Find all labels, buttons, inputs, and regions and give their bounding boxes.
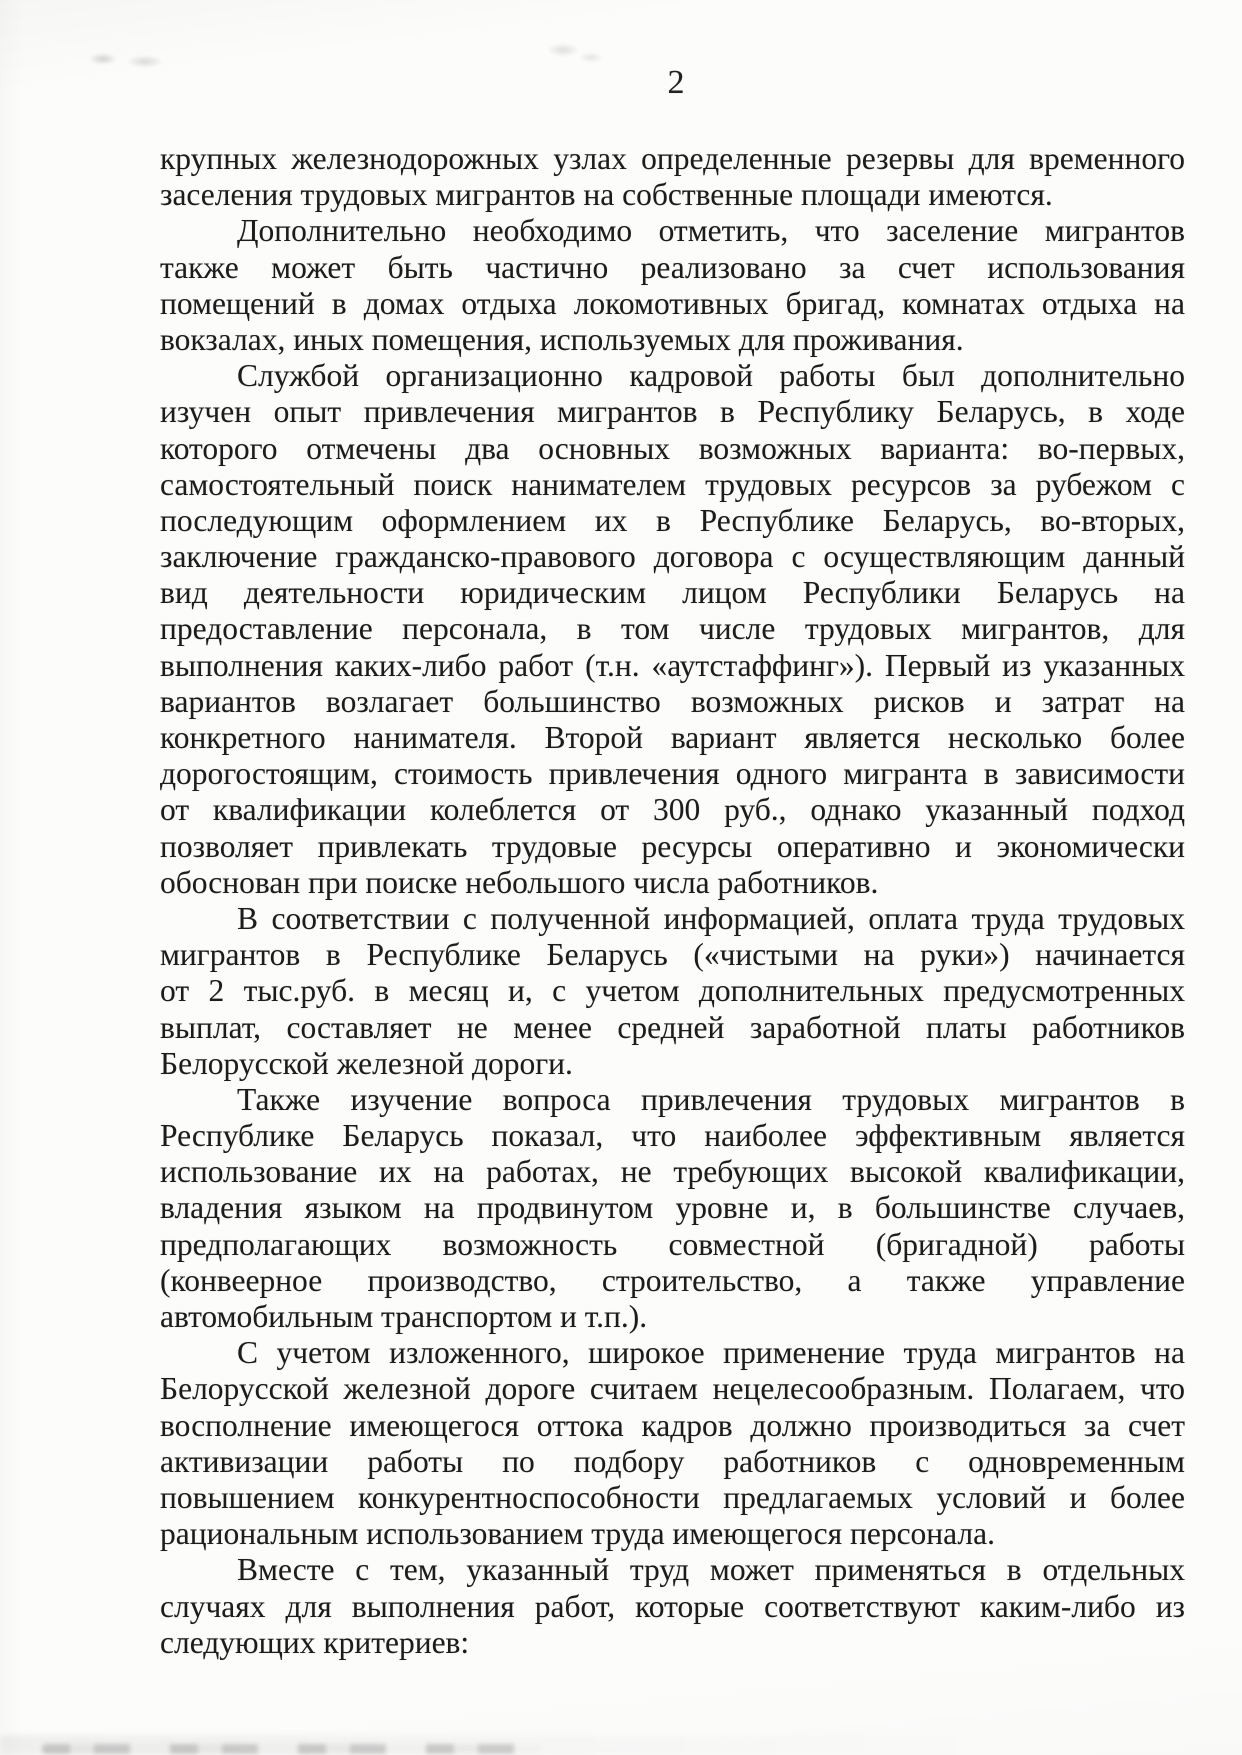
document-body bbox=[160, 141, 1185, 1661]
text-line: вид деятельности юридическим лицом Республики Беларусь на bbox=[160, 575, 1185, 611]
text-line: Республике Беларусь показал, что наиболее эффективным является bbox=[160, 1118, 1185, 1154]
text-line: также может быть частично реализовано за счет использования bbox=[160, 249, 1185, 285]
text-line: выполнения каких-либо работ (т.н. «аутстаффинг»). Первый из указанных bbox=[160, 647, 1185, 683]
text-line: С учетом изложенного, широкое применение труда мигрантов на bbox=[237, 1335, 1185, 1371]
paragraph bbox=[160, 901, 1185, 1082]
text-line: Службой организационно кадровой работы был дополнительно bbox=[237, 358, 1185, 394]
text-line: вокзалах, иных помещения, используемых для проживания. bbox=[160, 321, 964, 357]
text-line: выплат, составляет не менее средней заработной платы работников bbox=[160, 1009, 1185, 1045]
text-line: рациональным использованием труда имеющегося персонала. bbox=[160, 1516, 995, 1552]
page-number: 2 bbox=[667, 64, 685, 101]
text-line: Вместе с тем, указанный труд может применяться в отдельных bbox=[237, 1552, 1185, 1588]
text-line: самостоятельный поиск нанимателем трудовых ресурсов за рубежом с bbox=[160, 466, 1185, 502]
paragraph bbox=[160, 141, 1185, 213]
text-line: мигрантов в Республике Беларусь («чистыми на руки») начинается bbox=[160, 937, 1185, 973]
paragraph bbox=[160, 358, 1185, 901]
text-line: предоставление персонала, в том числе трудовых мигрантов, для bbox=[160, 611, 1185, 647]
scan-smudge bbox=[580, 53, 602, 62]
text-line: Белорусской железной дороге считаем нецелесообразным. Полагаем, что bbox=[160, 1371, 1185, 1407]
text-line: которого отмечены два основных возможных варианта: во-первых, bbox=[160, 430, 1185, 466]
text-line: использование их на работах, не требующих высокой квалификации, bbox=[160, 1154, 1185, 1190]
text-line: (конвеерное производство, строительство, а также управление bbox=[160, 1262, 1185, 1298]
text-line: Дополнительно необходимо отметить, что заселение мигрантов bbox=[237, 213, 1185, 249]
text-line: владения языком на продвинутом уровне и, в большинстве случаев, bbox=[160, 1190, 1185, 1226]
text-line: следующих критериев: bbox=[160, 1624, 470, 1660]
text-line: восполнение имеющегося оттока кадров должно производиться за счет bbox=[160, 1407, 1185, 1443]
text-line: предполагающих возможность совместной (бригадной) работы bbox=[160, 1226, 1185, 1262]
text-line: от квалификации колеблется от 300 руб., однако указанный подход bbox=[160, 792, 1185, 828]
text-line: автомобильным транспортом и т.п.). bbox=[160, 1299, 648, 1334]
text-line: активизации работы по подбору работников с одновременным bbox=[160, 1443, 1185, 1479]
text-line: повышением конкурентноспособности предлагаемых условий и более bbox=[160, 1479, 1185, 1515]
paragraph bbox=[160, 1082, 1185, 1335]
paragraph bbox=[160, 1552, 1185, 1661]
text-line: В соответствии с полученной информацией, оплата труда трудовых bbox=[237, 900, 1185, 936]
text-line: обоснован при поиске небольшого числа работников. bbox=[160, 864, 879, 900]
scan-artifact-bottom bbox=[42, 1744, 542, 1754]
scan-smudge bbox=[128, 56, 162, 67]
text-line: помещений в домах отдыха локомотивных бригад, комнатах отдыха на bbox=[160, 285, 1185, 321]
scan-smudge bbox=[548, 44, 578, 56]
scan-smudge bbox=[90, 54, 116, 64]
text-line: от 2 тыс.руб. в месяц и, с учетом дополнительных предусмотренных bbox=[160, 973, 1185, 1009]
text-line: крупных железнодорожных узлах определенные резервы для временного bbox=[160, 141, 1185, 176]
paragraph bbox=[160, 213, 1185, 358]
text-line: дорогостоящим, стоимость привлечения одного мигранта в зависимости bbox=[160, 756, 1185, 792]
text-line: заселения трудовых мигрантов на собственные площади имеются. bbox=[160, 177, 1053, 213]
text-line: вариантов возлагает большинство возможных рисков и затрат на bbox=[160, 683, 1185, 719]
text-line: Также изучение вопроса привлечения трудовых мигрантов в bbox=[237, 1081, 1185, 1117]
text-line: конкретного нанимателя. Второй вариант является несколько более bbox=[160, 720, 1185, 755]
text-line: позволяет привлекать трудовые ресурсы оперативно и экономически bbox=[160, 828, 1185, 864]
text-line: Белорусской железной дороги. bbox=[160, 1045, 573, 1081]
text-line: случаях для выполнения работ, которые соответствуют каким-либо из bbox=[160, 1588, 1185, 1624]
text-line: изучен опыт привлечения мигрантов в Республику Беларусь, в ходе bbox=[160, 394, 1185, 430]
text-line: заключение гражданско-правового договора с осуществляющим данный bbox=[160, 539, 1185, 575]
text-line: последующим оформлением их в Республике Беларусь, во-вторых, bbox=[160, 502, 1185, 538]
paragraph bbox=[160, 1335, 1185, 1552]
